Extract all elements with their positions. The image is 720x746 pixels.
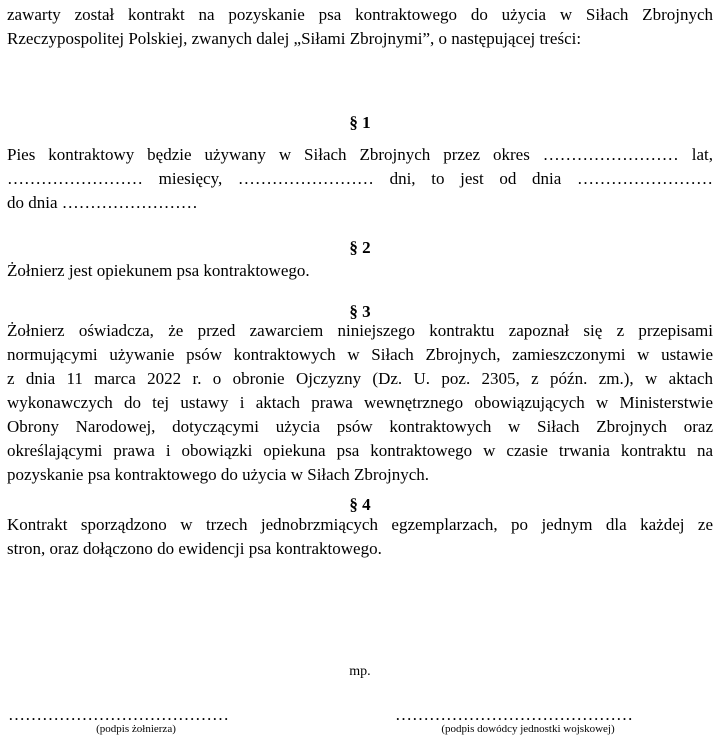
section-4-line-1: Kontrakt sporządzono w trzech jednobrzmiących egzemplarzach, po jednym dla każdej ze: [7, 515, 713, 534]
section-3-line-1: Żołnierz oświadcza, że przed zawarciem niniejszego kontraktu zapoznał się z przepisami: [7, 321, 713, 340]
soldier-signature-line: …………………………………: [8, 705, 229, 724]
intro-line-1: zawarty został kontrakt na pozyskanie psa kontraktowego do użycia w Siłach Zbrojnych: [7, 5, 713, 24]
section-1-heading: § 1: [349, 113, 371, 132]
section-2-heading: § 2: [349, 238, 371, 257]
section-3-line-4: wykonawczych do tej ustawy i aktach prawa wewnętrznego obowiązujących w Ministerstwie: [7, 393, 713, 412]
soldier-signature-caption: (podpis żołnierza): [96, 723, 176, 735]
commander-signature-caption: (podpis dowódcy jednostki wojskowej): [441, 723, 615, 735]
section-3-line-5: Obrony Narodowej, dotyczącymi użycia psów kontraktowych w Siłach Zbrojnych oraz: [7, 417, 713, 436]
section-3-line-3: z dnia 11 marca 2022 r. o obronie Ojczyzny (Dz. U. poz. 2305, z późn. zm.), w aktach: [7, 369, 713, 388]
seal-placeholder-label: mp.: [349, 664, 371, 679]
intro-paragraph: [7, 3, 713, 51]
section-4-body: [7, 513, 713, 561]
section-1-line-2: …………………… miesięcy, …………………… dni, to jest od dnia ……………………: [7, 169, 713, 188]
section-1-body: [7, 143, 713, 215]
section-3-body: [7, 319, 713, 487]
section-3-line-2: normującymi używanie psów kontraktowych w Siłach Zbrojnych, zamieszczonymi w ustawie: [7, 345, 713, 364]
section-3-line-6: określającymi prawa i obowiązki opiekuna psa kontraktowego w czasie trwania kontraktu na: [7, 441, 713, 460]
section-3-heading: § 3: [349, 302, 371, 321]
section-2-line-1: Żołnierz jest opiekunem psa kontraktowego.: [7, 261, 310, 280]
section-3-line-7: pozyskanie psa kontraktowego do użycia w Siłach Zbrojnych.: [7, 465, 430, 484]
section-1-line-3: do dnia ……………………: [7, 193, 198, 212]
section-2-body: [7, 259, 713, 283]
commander-signature-line: ……………………………………: [395, 705, 633, 724]
intro-line-2: Rzeczypospolitej Polskiej, zwanych dalej „Siłami Zbrojnymi”, o następującej treści:: [7, 29, 582, 48]
section-4-heading: § 4: [349, 495, 371, 514]
section-1-line-1: Pies kontraktowy będzie używany w Siłach Zbrojnych przez okres …………………… lat,: [7, 145, 713, 164]
section-4-line-2: stron, oraz dołączono do ewidencji psa kontraktowego.: [7, 539, 382, 558]
